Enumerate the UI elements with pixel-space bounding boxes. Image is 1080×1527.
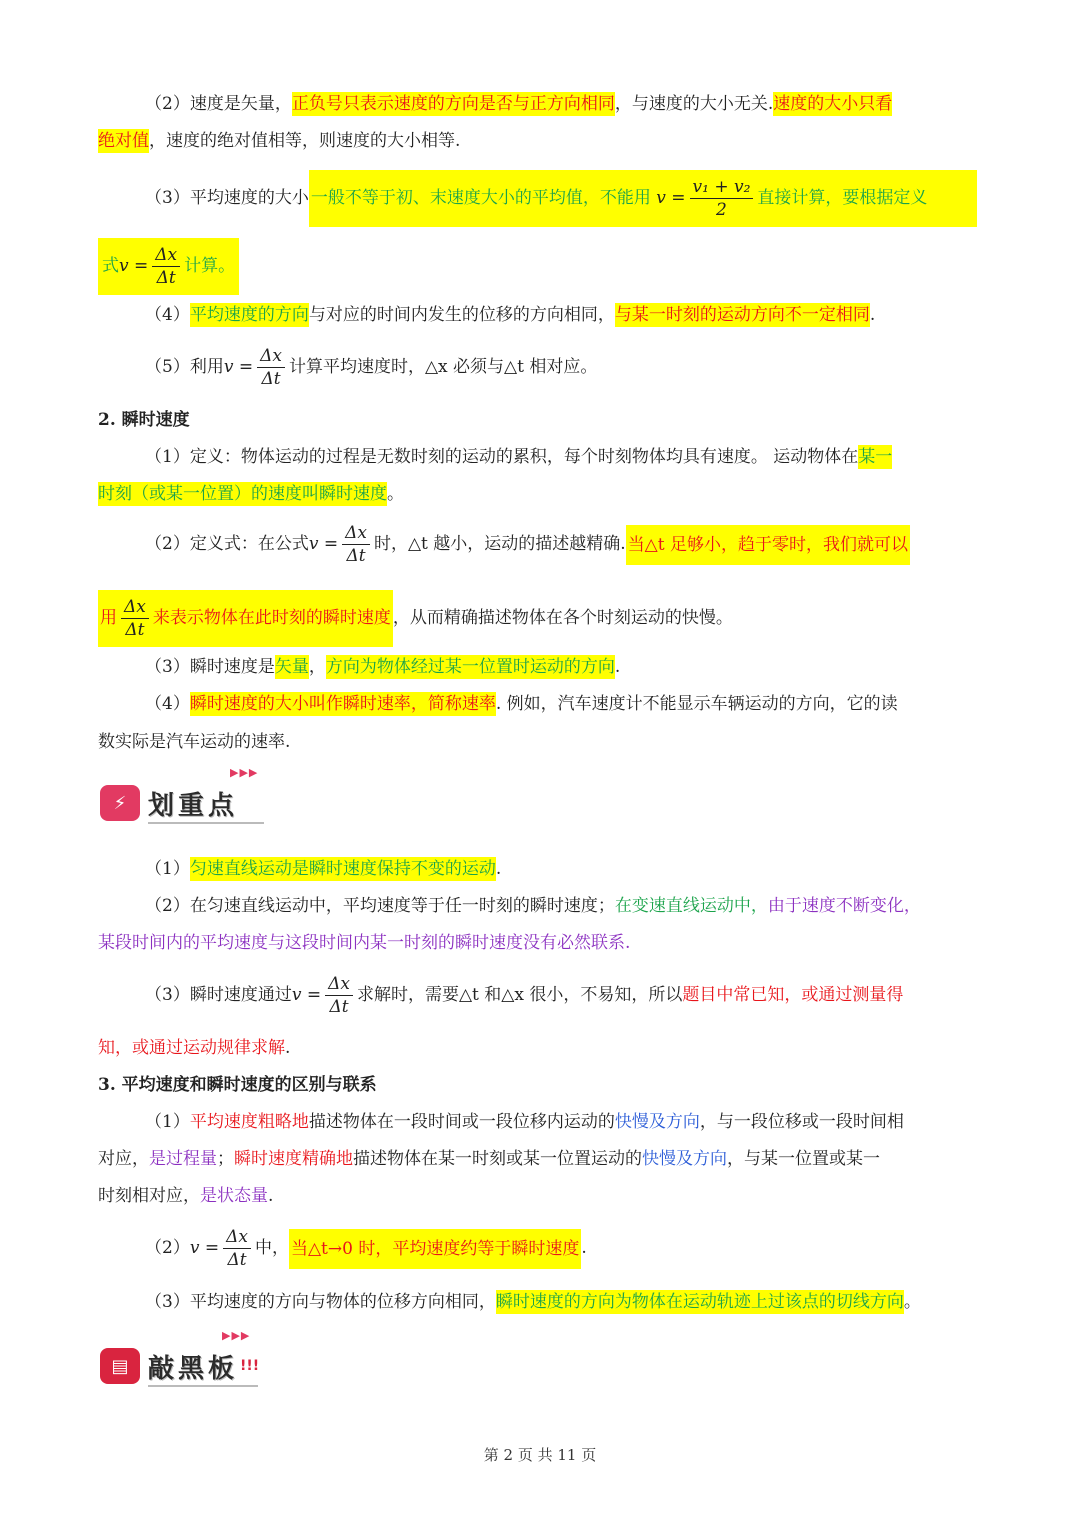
badge-label: 划重点 [148, 790, 239, 821]
highlight-text: 瞬时速度的大小叫作瞬时速率，简称速率 [189, 694, 496, 714]
formula: v = [308, 534, 339, 554]
text: 直接计算，要根据定义 [757, 188, 928, 208]
text: ，与速度的大小无关. [614, 94, 774, 114]
text: 对应， [98, 1149, 149, 1169]
paragraph-cont [98, 1182, 988, 1210]
denominator: Δt [227, 1250, 247, 1270]
text: ，从而精确描述物体在各个时刻运动的快慢。 [392, 608, 733, 628]
numerator: Δx [152, 244, 180, 267]
blackboard-icon: ▤ [100, 1348, 140, 1384]
text: ，与一段位移或一段时间相 [699, 1112, 904, 1132]
highlight-text: 与某一时刻的运动方向不一定相同 [614, 305, 870, 325]
text: . [869, 305, 876, 325]
fraction [257, 345, 285, 390]
highlight-text: 方向为物体经过某一位置时运动的方向 [325, 657, 615, 677]
paragraph [145, 1288, 985, 1316]
denominator: 2 [716, 200, 727, 220]
colored-text: 知，或通过运动规律求解 [98, 1038, 285, 1058]
lightning-icon: ⚡ [100, 785, 140, 821]
formula: v = [119, 256, 149, 276]
colored-text: 瞬时速度精确地 [234, 1149, 353, 1169]
denominator: Δt [329, 997, 349, 1017]
denominator: Δt [156, 268, 176, 288]
paragraph-cont [98, 1034, 988, 1062]
badge-key-points [100, 766, 259, 826]
badge-blackboard [100, 1329, 260, 1389]
triangle-dots-icon: ▶▶▶ [230, 766, 259, 779]
text: （2）在匀速直线运动中，平均速度等于任一时刻的瞬时速度； [145, 896, 615, 916]
fraction [152, 244, 180, 289]
highlight-text: 匀速直线运动是瞬时速度保持不变的运动 [189, 859, 496, 879]
paragraph-cont [98, 480, 988, 508]
highlight-text: 矢量 [274, 657, 309, 677]
text: （5）利用 [145, 357, 224, 377]
paragraph [145, 90, 985, 118]
text: 。 [903, 1292, 921, 1312]
text: （3）平均速度的方向与物体的位移方向相同， [145, 1292, 496, 1312]
text: 式 [102, 256, 119, 276]
formula: v = [223, 357, 254, 377]
highlight-text: 瞬时速度的方向为物体在运动轨迹上过该点的切线方向 [495, 1292, 904, 1312]
section-heading: 3. 平均速度和瞬时速度的区别与联系 [98, 1075, 377, 1095]
numerator: v₁ + v₂ [690, 176, 754, 199]
paragraph [145, 1108, 985, 1136]
text: ， [308, 657, 326, 677]
text: 来表示物体在此时刻的瞬时速度 [152, 608, 391, 628]
badge-label: 敲黑板 [148, 1353, 239, 1384]
paragraph-cont: 数实际是汽车运动的速率. [98, 732, 291, 752]
denominator: Δt [125, 620, 145, 640]
highlight-box [98, 590, 393, 647]
text: 求解时，需要△t 和△x 很小，不易知，所以 [356, 985, 683, 1005]
highlight-text: 绝对值 [98, 131, 149, 151]
text: 计算平均速度时，△x 必须与△t 相对应。 [288, 357, 598, 377]
highlight-box: 当△t 足够小，趋于零时，我们就可以 [626, 525, 910, 565]
paragraph [145, 855, 985, 883]
text: （4） [145, 694, 190, 714]
page-footer: 第 2 页 共 11 页 [483, 1446, 597, 1464]
paragraph [145, 653, 985, 681]
denominator: Δt [346, 546, 366, 566]
fraction [121, 596, 149, 641]
numerator: Δx [257, 345, 285, 368]
colored-text: 由于速度不断变化， [767, 896, 921, 916]
colored-text: 平均速度粗略地 [189, 1112, 309, 1132]
formula: v = [291, 985, 322, 1005]
paragraph [145, 1226, 985, 1271]
paragraph-cont [98, 1145, 988, 1173]
text: （2）定义式：在公式 [145, 534, 309, 554]
text: . [495, 859, 502, 879]
text: （4） [145, 305, 190, 325]
text: 计算。 [184, 256, 236, 276]
fraction [342, 522, 370, 567]
divider [148, 822, 264, 824]
text: . [285, 1038, 291, 1058]
paragraph [145, 301, 985, 329]
text: （3）瞬时速度通过 [145, 985, 292, 1005]
paragraph-cont: 某段时间内的平均速度与这段时间内某一时刻的瞬时速度没有必然联系. [98, 933, 631, 953]
paragraph [145, 443, 985, 471]
fraction [325, 973, 353, 1018]
colored-text: 是过程量 [149, 1149, 217, 1169]
text: （1） [145, 1112, 190, 1132]
text: （2）速度是矢量， [145, 94, 292, 114]
text: 描述物体在一段时间或一段位移内运动的 [308, 1112, 615, 1132]
text: . [614, 657, 621, 677]
paragraph [145, 522, 985, 567]
text: 时刻相对应， [98, 1186, 200, 1206]
text: 。 [387, 484, 404, 504]
paragraph [145, 345, 985, 390]
paragraph-cont [98, 127, 988, 155]
text: ，速度的绝对值相等，则速度的大小相等. [149, 131, 461, 151]
text: 一般不等于初、末速度大小的平均值，不能用 [310, 188, 651, 208]
text: （3）平均速度的大小 [145, 188, 309, 208]
colored-text: 快慢及方向 [642, 1149, 727, 1169]
paragraph [145, 973, 985, 1018]
divider [148, 1385, 258, 1387]
colored-text: 是状态量 [200, 1186, 268, 1206]
denominator: Δt [261, 369, 281, 389]
text: （3）瞬时速度是 [145, 657, 275, 677]
highlight-text: 平均速度的方向 [189, 305, 309, 325]
text: . 例如，汽车速度计不能显示车辆运动的方向，它的读 [495, 694, 898, 714]
highlight-box [98, 238, 239, 295]
numerator: Δx [342, 522, 370, 545]
highlight-text: 正负号只表示速度的方向是否与正方向相同 [291, 94, 615, 114]
text: 中， [254, 1238, 289, 1258]
numerator: Δx [121, 596, 149, 619]
colored-text: 在变速直线运动中， [614, 896, 768, 916]
formula: v = [656, 188, 686, 208]
paragraph [145, 892, 985, 920]
section-heading: 2. 瞬时速度 [98, 410, 190, 430]
highlight-text: 速度的大小只看 [773, 94, 893, 114]
highlight-text: 时刻（或某一位置）的速度叫瞬时速度 [98, 484, 387, 504]
highlight-box: 当△t→0 时，平均速度约等于瞬时速度 [289, 1229, 581, 1269]
text: （2） [145, 1238, 190, 1258]
text: . [268, 1186, 274, 1206]
text: （1）定义：物体运动的过程是无数时刻的运动的累积，每个时刻物体均具有速度。 运动物体在 [145, 447, 859, 467]
triangle-dots-icon: ▶▶▶ [222, 1329, 251, 1342]
text: . [581, 1238, 587, 1258]
highlight-text: 某一 [858, 447, 893, 467]
text: ； [217, 1149, 234, 1169]
text: 与对应的时间内发生的位移的方向相同， [308, 305, 615, 325]
numerator: Δx [223, 1226, 251, 1249]
formula: v = [189, 1238, 220, 1258]
colored-text: 题目中常已知，或通过测量得 [682, 985, 904, 1005]
text: ，与某一位置或某一 [727, 1149, 880, 1169]
paragraph [145, 170, 985, 227]
text: 用 [100, 608, 117, 628]
paragraph-cont [98, 590, 988, 647]
fraction [690, 176, 754, 221]
badge-suffix: !!! [240, 1358, 260, 1374]
highlight-box [309, 170, 977, 227]
paragraph [145, 690, 985, 718]
text: 描述物体在某一时刻或某一位置运动的 [353, 1149, 642, 1169]
fraction [223, 1226, 251, 1271]
text: 时，△t 越小，运动的描述越精确. [373, 534, 626, 554]
numerator: Δx [325, 973, 353, 996]
paragraph-cont [98, 238, 988, 295]
colored-text: 快慢及方向 [614, 1112, 700, 1132]
text: （1） [145, 859, 190, 879]
